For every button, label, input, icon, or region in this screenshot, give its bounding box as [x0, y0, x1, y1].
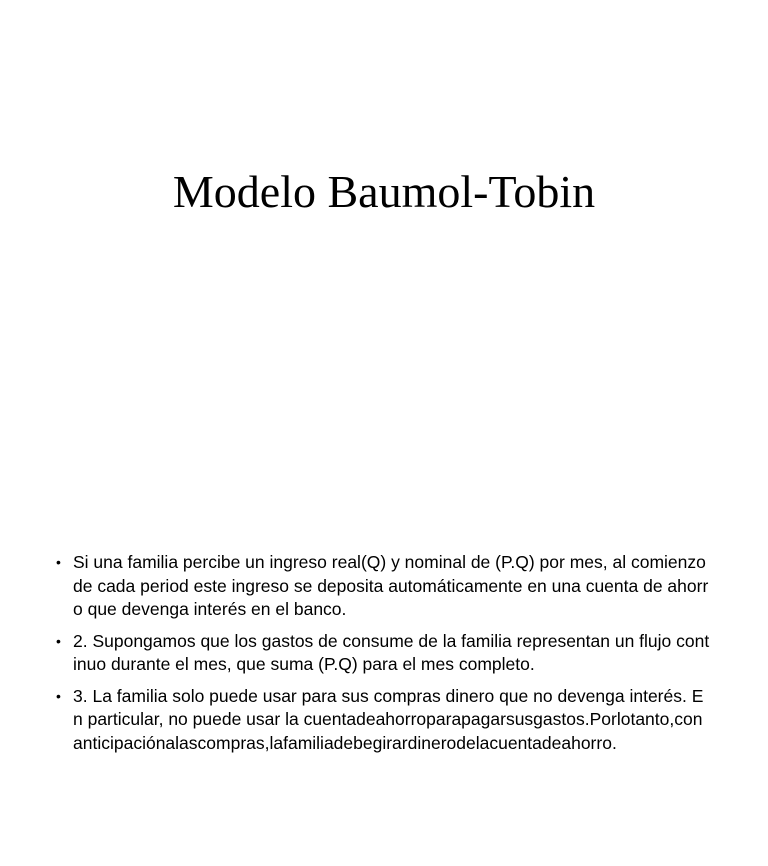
- bullet-text: 3. La familia solo puede usar para sus compras dinero que no devenga interés. En particular, no puede usar la cuentadeahorroparapagarsusgastos.Porlotanto,conanticipaciónalascompras,lafamiliadebegirardinerodelacuentadeahorro.: [73, 685, 704, 753]
- bullet-list: [56, 551, 710, 763]
- bullet-text: Si una familia percibe un ingreso real(Q) y nominal de (P.Q) por mes, al comienzo de cada period este ingreso se deposita automáticamente en una cuenta de ahorro que devenga interés en el banco.: [73, 552, 709, 619]
- bullet-item-3: [56, 685, 710, 756]
- slide-title: Modelo Baumol-Tobin: [172, 166, 596, 217]
- bullet-icon: •: [56, 554, 61, 570]
- bullet-item-2: [56, 630, 710, 677]
- bullet-icon: •: [56, 687, 61, 704]
- bullet-text: 2. Supongamos que los gastos de consume de la familia representan un flujo continuo durante el mes, que suma (P.Q) para el mes completo.: [73, 630, 710, 674]
- bullet-icon: •: [56, 632, 61, 649]
- bullet-item-1: [56, 551, 710, 622]
